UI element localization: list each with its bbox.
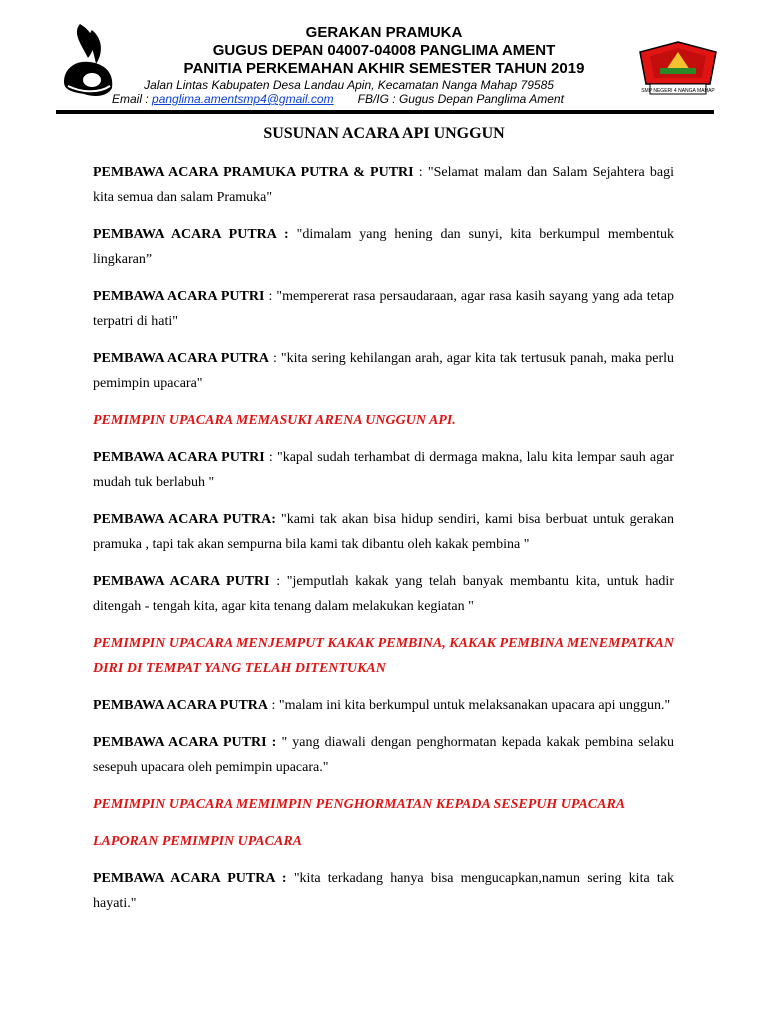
dialogue-line bbox=[93, 507, 674, 557]
dialogue-text: " yang diawali dengan penghormatan kepada kakak pembina selaku sesepuh upacara oleh pemimpin upacara." bbox=[93, 735, 674, 775]
dialogue-line bbox=[93, 730, 674, 780]
social-handle: FB/IG : Gugus Depan Panglima Ament bbox=[357, 92, 564, 106]
speaker-label: PEMBAWA ACARA PUTRI : bbox=[93, 735, 277, 750]
document-title: SUSUNAN ACARA API UNGGUN bbox=[263, 125, 505, 142]
emblem-label: SMP NEGERI 4 NANGA MAHAP bbox=[641, 88, 715, 94]
dialogue-line bbox=[93, 569, 674, 619]
header-divider bbox=[56, 110, 714, 114]
school-emblem-icon bbox=[636, 40, 720, 96]
stage-instruction: PEMIMPIN UPACARA MEMASUKI ARENA UNGGUN API. bbox=[93, 413, 456, 428]
speaker-label: PEMBAWA ACARA PRAMUKA PUTRA & PUTRI bbox=[93, 165, 414, 180]
email-label: Email : bbox=[112, 92, 153, 106]
committee-name: PANITIA PERKEMAHAN AKHIR SEMESTER TAHUN 2019 bbox=[183, 60, 585, 77]
dialogue-line bbox=[93, 160, 674, 210]
dialogue-line bbox=[93, 693, 674, 718]
speaker-label: PEMBAWA ACARA PUTRA bbox=[93, 698, 269, 713]
dialogue-line bbox=[93, 866, 674, 916]
speaker-label: PEMBAWA ACARA PUTRA: bbox=[93, 512, 276, 527]
speaker-label: PEMBAWA ACARA PUTRA bbox=[93, 351, 269, 366]
letterhead bbox=[0, 0, 768, 118]
email-link[interactable]: panglima.amentsmp4@gmail.com bbox=[152, 92, 334, 106]
org-name: GERAKAN PRAMUKA bbox=[305, 24, 463, 41]
address: Jalan Lintas Kabupaten Desa Landau Apin, Kecamatan Nanga Mahap 79585 bbox=[144, 78, 554, 92]
dialogue-text: : "Selamat malam dan Salam Sejahtera bagi kita semua dan salam Pramuka" bbox=[93, 165, 674, 205]
dialogue-line bbox=[93, 222, 674, 272]
stage-instruction: LAPORAN PEMIMPIN UPACARA bbox=[93, 834, 302, 849]
dialogue-text: "kami tak akan bisa hidup sendiri, kami bisa berbuat untuk gerakan pramuka , tapi tak akan sempurna bila kami tak dibantu oleh kakak pembina " bbox=[93, 512, 674, 552]
dialogue-text: "kita terkadang hanya bisa mengucapkan,namun sering kita tak hayati." bbox=[93, 871, 675, 911]
stage-instruction: PEMIMPIN UPACARA MEMIMPIN PENGHORMATAN KEPADA SESEPUH UPACARA bbox=[93, 797, 626, 812]
dialogue-text: : "kapal sudah terhambat di dermaga makna, lalu kita lempar sauh agar mudah tuk berlabuh " bbox=[93, 450, 674, 490]
gugus-depan-name: GUGUS DEPAN 04007-04008 PANGLIMA AMENT bbox=[212, 42, 556, 59]
dialogue-text: "dimalam yang hening dan sunyi, kita berkumpul membentuk lingkaran” bbox=[93, 227, 674, 267]
dialogue-line bbox=[93, 346, 674, 396]
speaker-label: PEMBAWA ACARA PUTRA : bbox=[93, 227, 289, 242]
dialogue-text: : "mempererat rasa persaudaraan, agar rasa kasih sayang yang ada tetap terpatri di hati" bbox=[93, 289, 674, 329]
speaker-label: PEMBAWA ACARA PUTRI bbox=[93, 289, 265, 304]
speaker-label: PEMBAWA ACARA PUTRI bbox=[93, 574, 270, 589]
stage-instruction: PEMIMPIN UPACARA MENJEMPUT KAKAK PEMBINA, KAKAK PEMBINA MENEMPATKAN DIRI DI TEMPAT YANG TELAH DITENTUKAN bbox=[93, 636, 674, 676]
dialogue-line bbox=[93, 445, 674, 495]
dialogue-text: : "jemputlah kakak yang telah banyak membantu kita, untuk hadir ditengah - tengah kita, agar kita tenang dalam melakukan kegiatan " bbox=[93, 574, 674, 614]
dialogue-text: : "malam ini kita berkumpul untuk melaksanakan upacara api unggun." bbox=[268, 698, 671, 713]
speaker-label: PEMBAWA ACARA PUTRI bbox=[93, 450, 265, 465]
speaker-label: PEMBAWA ACARA PUTRA : bbox=[93, 871, 287, 886]
dialogue-text: : "kita sering kehilangan arah, agar kita tak tertusuk panah, maka perlu pemimpin upacara" bbox=[93, 351, 675, 391]
document-body bbox=[93, 160, 674, 928]
contact-line bbox=[112, 92, 564, 106]
dialogue-line bbox=[93, 284, 674, 334]
